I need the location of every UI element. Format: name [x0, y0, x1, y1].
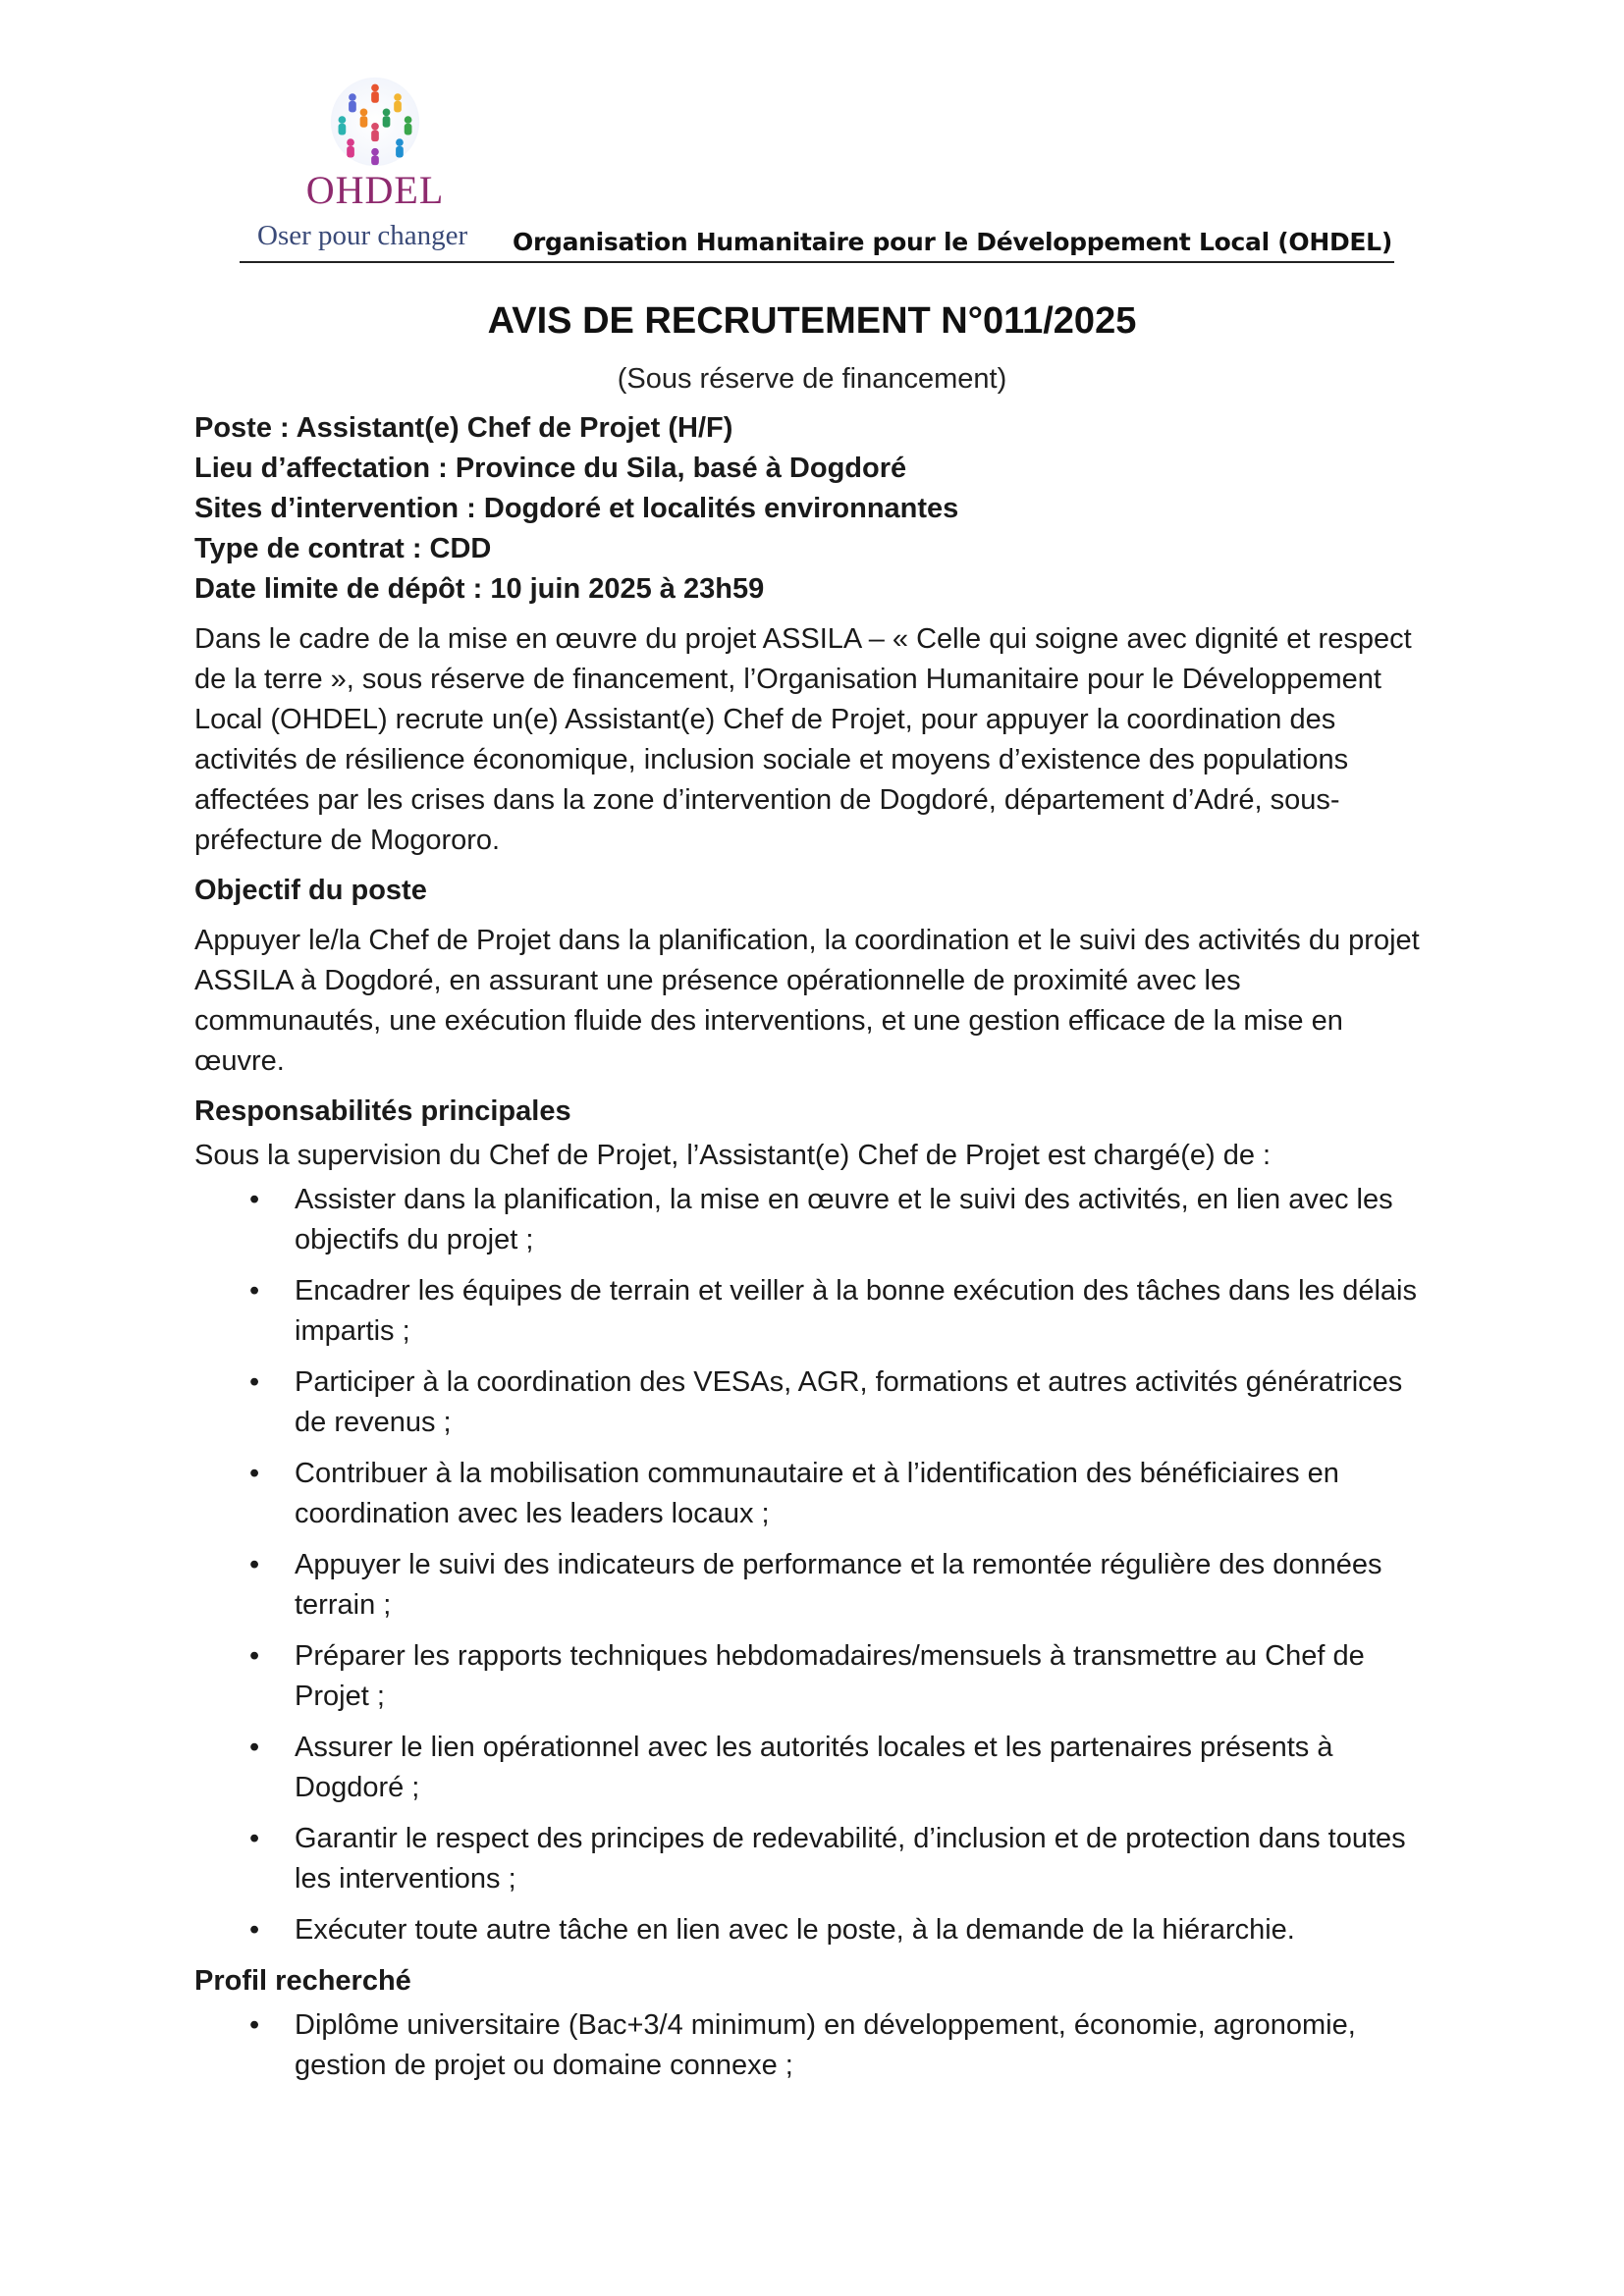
- document-subtitle: (Sous réserve de financement): [617, 363, 1007, 395]
- objective-paragraph: Appuyer le/la Chef de Projet dans la planification, la coordination et le suivi des activités du projet ASSILA à Dogdoré, en assurant une présence opérationnelle de proximité avec les communautés, une exécution fluide des interventions, et une gestion efficace de la mise en œuvre.: [194, 925, 1420, 1077]
- profile-heading: Profil recherché: [194, 1965, 411, 1997]
- bullet-dot-icon: •: [249, 1732, 260, 1763]
- logo-name: OHDEL: [305, 168, 445, 212]
- logo-tagline: Oser pour changer: [257, 220, 468, 251]
- list-item: [194, 1454, 1434, 1534]
- organization-logo: [255, 71, 511, 257]
- list-item: [194, 1362, 1434, 1443]
- bullet-dot-icon: •: [249, 1275, 260, 1307]
- responsibilities-lead: Sous la supervision du Chef de Projet, l’Assistant(e) Chef de Projet est chargé(e) de :: [194, 1140, 1272, 1171]
- responsibilities-list: [194, 1180, 1434, 1950]
- list-item-text: Participer à la coordination des VESAs, AGR, formations et autres activités génératrices de revenus ;: [295, 1366, 1403, 1438]
- intro-paragraph: Dans le cadre de la mise en œuvre du projet ASSILA – « Celle qui soigne avec dignité et respect de la terre », sous réserve de financement, l’Organisation Humanitaire pour le Développement Local (OHDEL) recrute un(e) Assistant(e) Chef de Projet, pour appuyer la coordination des activités de résilience économique, inclusion sociale et moyens d’existence des populations affectées par les crises dans la zone d’intervention de Dogdoré, département d’Adré, sous-préfecture de Mogororo.: [194, 623, 1412, 856]
- document-title: AVIS DE RECRUTEMENT N°011/2025: [487, 300, 1137, 342]
- list-item: [194, 1180, 1434, 1260]
- bullet-dot-icon: •: [249, 1366, 260, 1398]
- people-circle-globe-icon: [328, 75, 422, 169]
- info-deadline: Date limite de dépôt : 10 juin 2025 à 23h59: [194, 573, 765, 605]
- bullet-dot-icon: •: [249, 1184, 260, 1215]
- bullet-dot-icon: •: [249, 1458, 260, 1489]
- list-item-text: Préparer les rapports techniques hebdomadaires/mensuels à transmettre au Chef de Projet ;: [295, 1640, 1365, 1712]
- info-sites: Sites d’intervention : Dogdoré et localités environnantes: [194, 493, 959, 524]
- document-body: [194, 408, 1434, 2097]
- organization-name: Organisation Humanitaire pour le Développement Local (OHDEL): [513, 228, 1392, 256]
- list-item-text: Encadrer les équipes de terrain et veiller à la bonne exécution des tâches dans les délais impartis ;: [295, 1275, 1417, 1347]
- list-item: [194, 1545, 1434, 1626]
- list-item-text: Assister dans la planification, la mise en œuvre et le suivi des activités, en lien avec les objectifs du projet ;: [295, 1184, 1393, 1255]
- objective-heading: Objectif du poste: [194, 875, 427, 906]
- responsibilities-heading: Responsabilités principales: [194, 1095, 571, 1127]
- list-item: [194, 1271, 1434, 1352]
- list-item-text: Appuyer le suivi des indicateurs de performance et la remontée régulière des données terrain ;: [295, 1549, 1382, 1621]
- bullet-dot-icon: •: [249, 1640, 260, 1672]
- info-location: Lieu d’affectation : Province du Sila, basé à Dogdoré: [194, 453, 907, 484]
- list-item: [194, 1728, 1434, 1808]
- list-item: [194, 2005, 1434, 2086]
- list-item-text: Exécuter toute autre tâche en lien avec le poste, à la demande de la hiérarchie.: [295, 1914, 1295, 1946]
- header-divider: [240, 261, 1394, 263]
- list-item-text: Diplôme universitaire (Bac+3/4 minimum) en développement, économie, agronomie, gestion de projet ou domaine connexe ;: [295, 2009, 1356, 2081]
- list-item: [194, 1910, 1434, 1950]
- bullet-dot-icon: •: [249, 1914, 260, 1946]
- list-item-text: Contribuer à la mobilisation communautaire et à l’identification des bénéficiaires en coordination avec les leaders locaux ;: [295, 1458, 1339, 1529]
- info-position: Poste : Assistant(e) Chef de Projet (H/F): [194, 412, 733, 444]
- list-item: [194, 1636, 1434, 1717]
- info-contract: Type de contrat : CDD: [194, 533, 492, 564]
- list-item-text: Garantir le respect des principes de redevabilité, d’inclusion et de protection dans toutes les interventions ;: [295, 1823, 1406, 1895]
- job-info: [194, 408, 1434, 610]
- bullet-dot-icon: •: [249, 2009, 260, 2041]
- list-item-text: Assurer le lien opérationnel avec les autorités locales et les partenaires présents à Dogdoré ;: [295, 1732, 1333, 1803]
- bullet-dot-icon: •: [249, 1823, 260, 1854]
- profile-list: [194, 2005, 1434, 2086]
- list-item: [194, 1819, 1434, 1899]
- bullet-dot-icon: •: [249, 1549, 260, 1580]
